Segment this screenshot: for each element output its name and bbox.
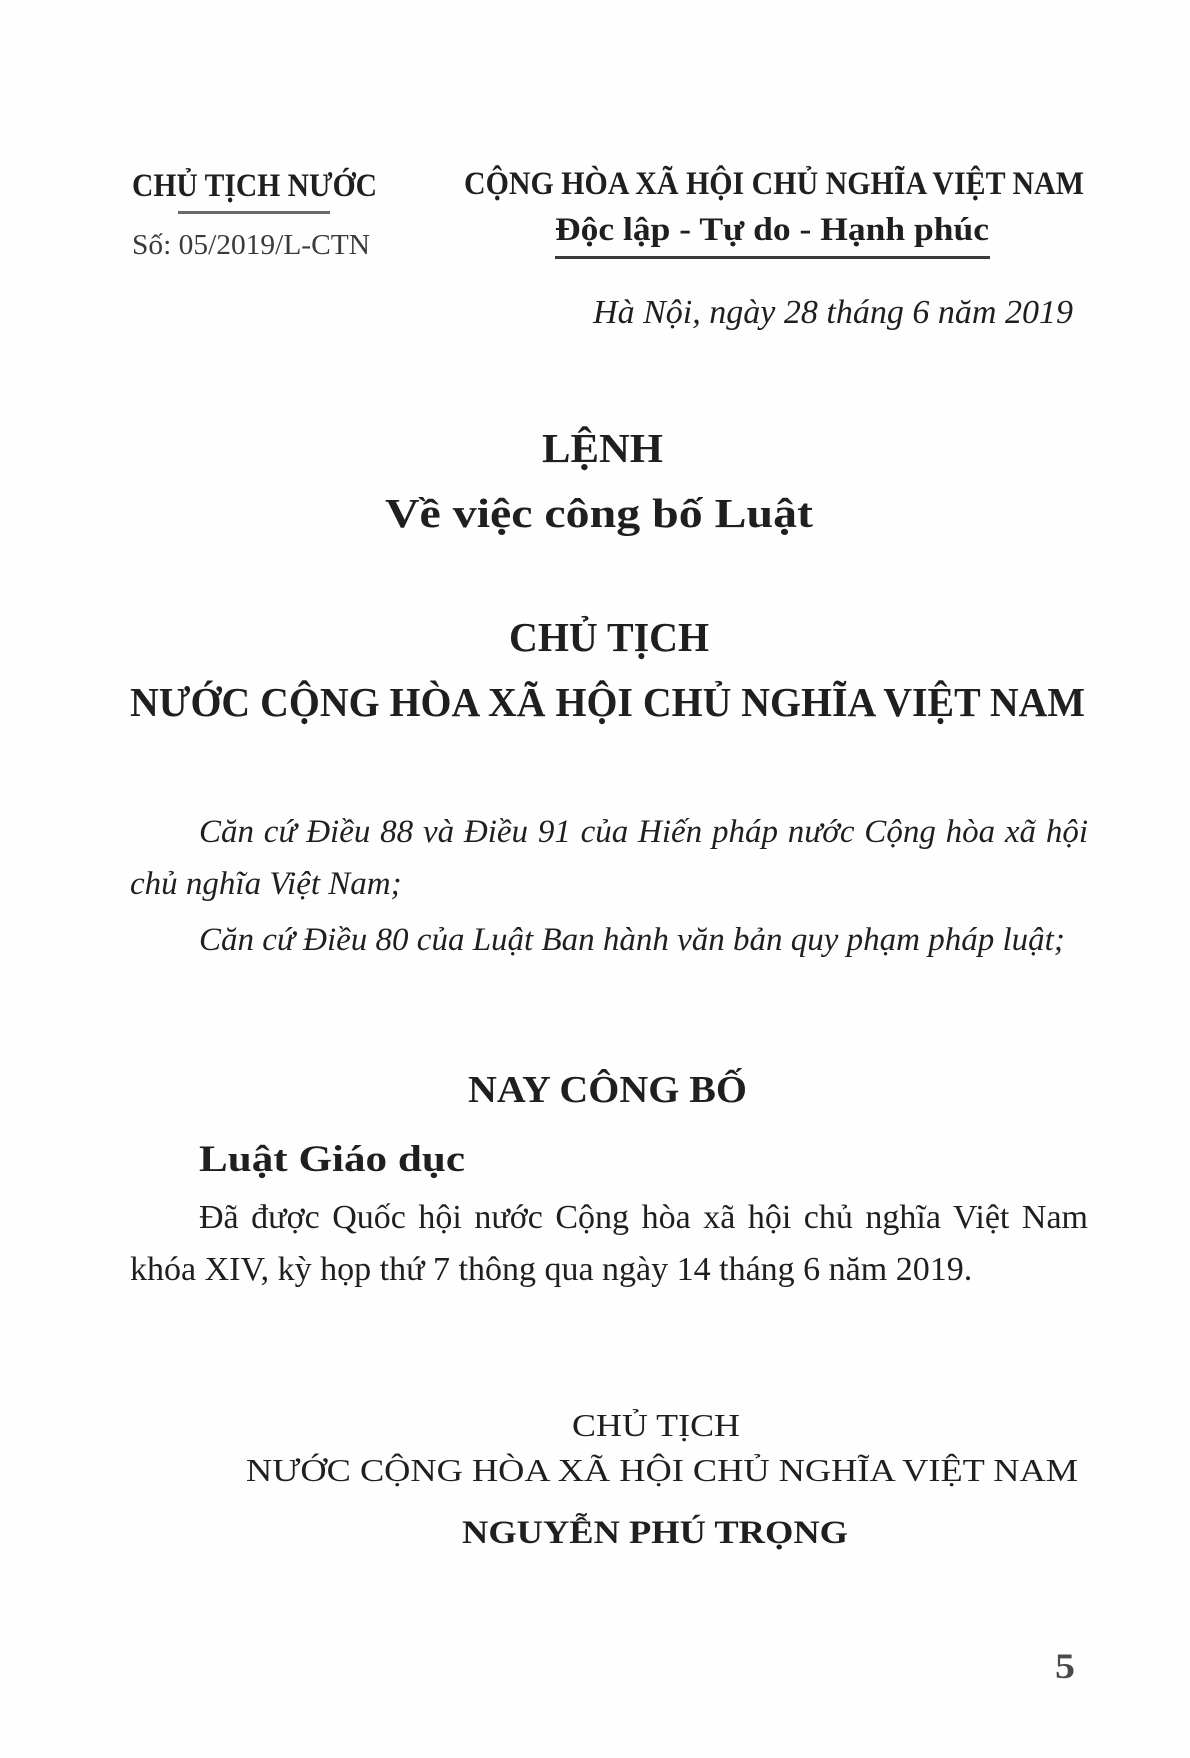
issuer-underline	[178, 211, 330, 214]
law-description-text: Đã được Quốc hội nước Cộng hòa xã hội chủ nghĩa Việt Nam khóa XIV, kỳ họp thứ 7 thông qua ngày 14 tháng 6 năm 2019.	[130, 1199, 1088, 1288]
legal-bases	[130, 806, 1088, 966]
signature-title: CHỦ TỊCH	[572, 1407, 740, 1443]
law-description	[130, 1192, 1088, 1296]
place-and-date: Hà Nội, ngày 28 tháng 6 năm 2019	[593, 294, 1073, 331]
authority-title: CHỦ TỊCH	[509, 614, 709, 660]
document-type: LỆNH	[542, 425, 663, 471]
motto-underline	[555, 256, 990, 259]
document-number: Số: 05/2019/L-CTN	[132, 229, 370, 261]
signer-name: NGUYỄN PHÚ TRỌNG	[462, 1515, 848, 1551]
legal-basis-1: Căn cứ Điều 88 và Điều 91 của Hiến pháp nước Cộng hòa xã hội chủ nghĩa Việt Nam;	[130, 814, 1088, 902]
signature-nation: NƯỚC CỘNG HÒA XÃ HỘI CHỦ NGHĨA VIỆT NAM	[246, 1452, 1078, 1488]
legal-basis-2: Căn cứ Điều 80 của Luật Ban hành văn bản quy phạm pháp luật;	[199, 922, 1065, 958]
document-subject: Về việc công bố Luật	[385, 490, 813, 536]
law-name: Luật Giáo dục	[199, 1139, 465, 1180]
issuer-label: CHỦ TỊCH NƯỚC	[132, 168, 377, 204]
authority-nation: NƯỚC CỘNG HÒA XÃ HỘI CHỦ NGHĨA VIỆT NAM	[130, 679, 1085, 725]
nation-name: CỘNG HÒA XÃ HỘI CHỦ NGHĨA VIỆT NAM	[464, 166, 1084, 202]
national-motto: Độc lập - Tự do - Hạnh phúc	[555, 212, 989, 248]
promulgation-heading: NAY CÔNG BỐ	[468, 1069, 747, 1111]
page-number: 5	[1055, 1646, 1075, 1686]
